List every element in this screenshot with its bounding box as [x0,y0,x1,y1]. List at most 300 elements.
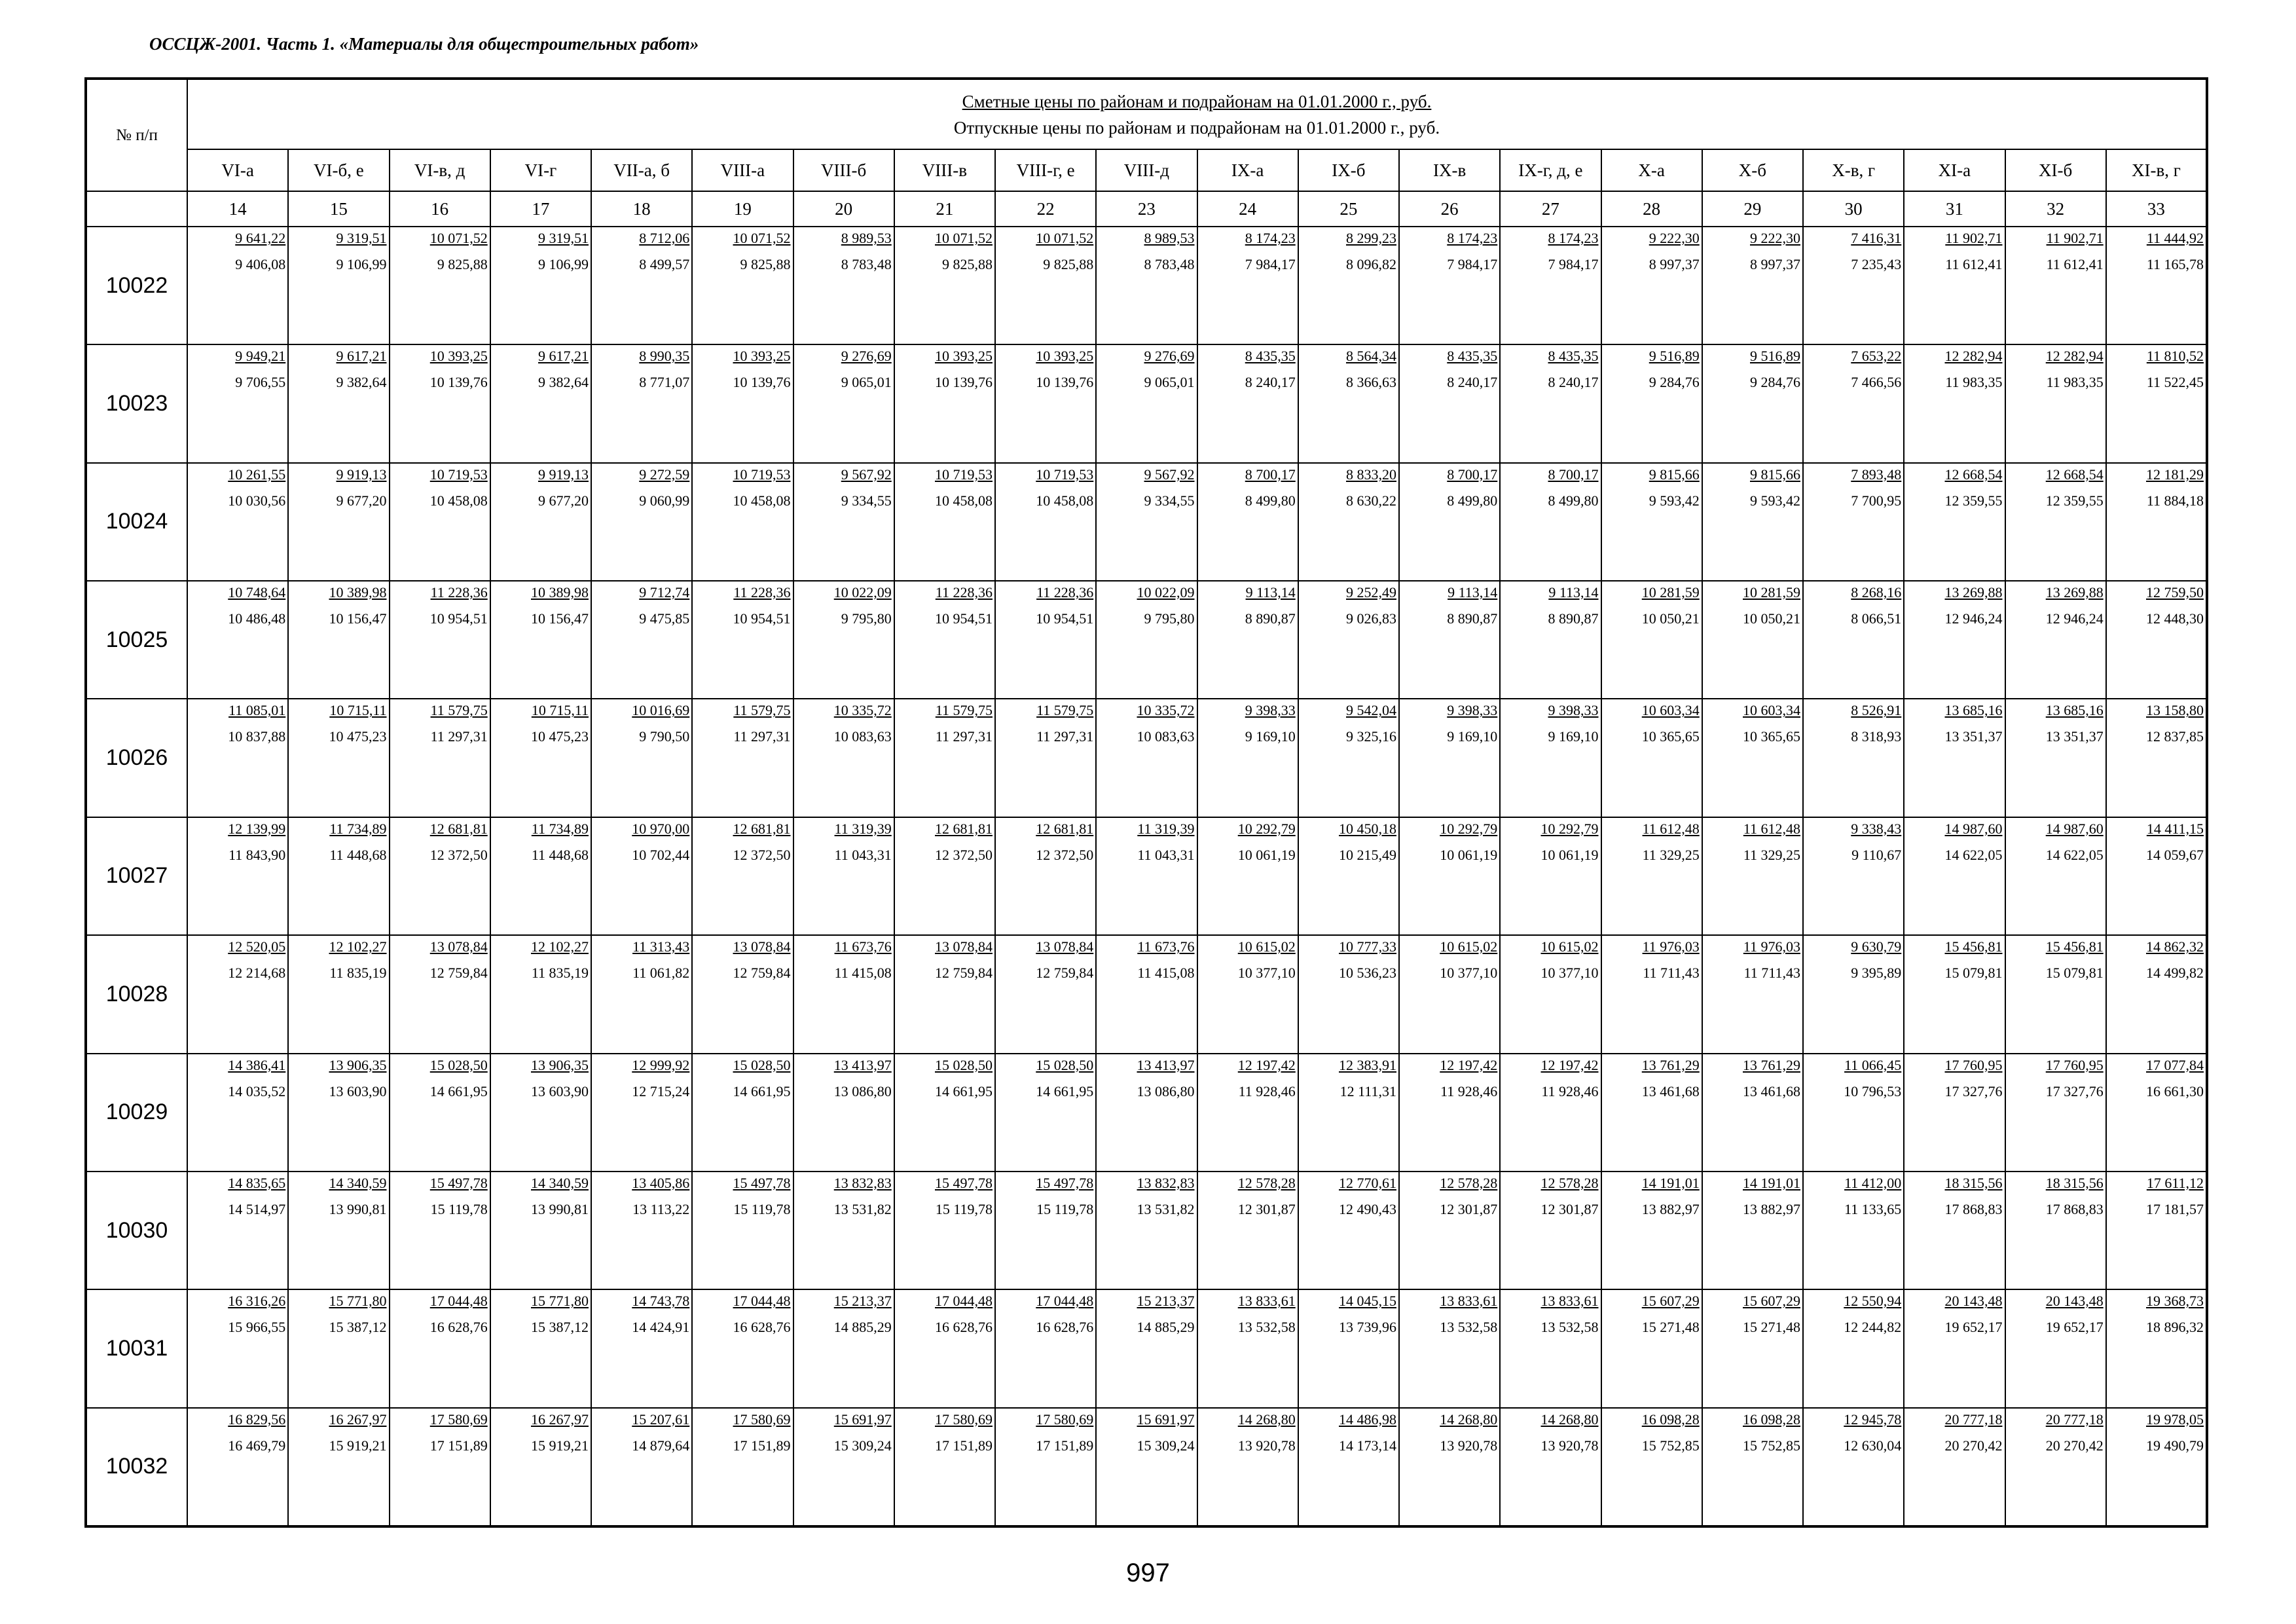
release-price: 15 119,78 [733,1200,791,1217]
release-price: 11 061,82 [632,965,690,982]
release-price: 9 106,99 [538,256,589,272]
release-price: 9 593,42 [1649,492,1700,509]
estimate-price: 10 022,09 [1137,584,1195,601]
estimate-price: 8 990,35 [639,348,690,365]
release-price: 14 661,95 [429,1082,488,1099]
release-price: 15 119,78 [430,1200,488,1217]
estimate-price: 15 456,81 [1944,938,2003,955]
price-cell [995,699,1096,817]
estimate-price: 10 715,11 [531,702,589,719]
price-cell [1197,344,1298,462]
estimate-price: 10 615,02 [1237,938,1296,955]
price-cell [1601,817,1702,935]
estimate-price: 15 607,29 [1743,1293,1800,1310]
estimate-price: 9 919,13 [538,466,589,483]
release-price: 10 536,23 [1339,965,1396,982]
price-cell [1500,935,1601,1053]
price-cell [793,935,894,1053]
release-price: 10 156,47 [531,610,589,627]
estimate-price: 9 272,59 [639,466,690,483]
release-price: 12 301,87 [1237,1200,1296,1217]
price-cell [1702,699,1803,817]
price-cell [1601,1054,1702,1172]
estimate-price: 13 405,86 [632,1174,690,1191]
release-price: 10 954,51 [429,610,488,627]
release-price: 14 035,52 [228,1082,286,1099]
price-cell [894,699,995,817]
release-price: 10 458,08 [733,492,791,509]
release-price: 10 954,51 [1036,610,1094,627]
price-cell [1702,1054,1803,1172]
estimate-price: 10 071,52 [1036,230,1094,246]
estimate-price: 12 282,94 [1944,348,2003,365]
release-price: 9 169,10 [1245,728,1296,745]
release-price: 17 151,89 [429,1437,488,1454]
estimate-price: 9 222,30 [1649,230,1700,246]
estimate-price: 11 902,71 [2046,230,2104,246]
release-price: 15 919,21 [531,1437,589,1454]
release-price: 14 885,29 [1137,1319,1195,1336]
release-price: 14 173,14 [1339,1437,1396,1454]
release-price: 8 499,80 [1548,492,1599,509]
price-cell [1702,1408,1803,1526]
price-cell [995,581,1096,699]
estimate-price: 12 999,92 [632,1056,690,1073]
price-cell [793,817,894,935]
price-cell [288,1172,389,1289]
release-price: 8 240,17 [1245,374,1296,391]
price-cell [2005,817,2106,935]
estimate-price: 9 319,51 [336,230,387,246]
price-cell [490,227,591,344]
release-price: 15 079,81 [1944,965,2003,982]
estimate-price: 9 516,89 [1750,348,1800,365]
estimate-price: 11 228,36 [430,584,488,601]
district-header: IX-б [1298,149,1399,191]
price-cell [490,935,591,1053]
release-price: 12 372,50 [1036,846,1094,863]
estimate-price: 12 759,50 [2146,584,2204,601]
item-code: 10028 [86,935,187,1053]
release-price: 10 377,10 [1540,965,1599,982]
estimate-price-title: Сметные цены по районам и подрайонам на 01.01.2000 г., руб. [962,91,1432,111]
release-price: 12 837,85 [2146,728,2204,745]
release-price: 8 890,87 [1447,610,1498,627]
release-price-title: Отпускные цены по районам и подрайонам на 01.01.2000 г., руб. [953,117,1440,138]
release-price: 14 059,67 [2146,846,2204,863]
estimate-price: 12 681,81 [429,820,488,837]
price-cell [187,581,288,699]
release-price: 10 365,65 [1743,728,1800,745]
price-cell [187,817,288,935]
price-cell [591,935,692,1053]
price-cell [1500,817,1601,935]
release-price: 9 060,99 [639,492,690,509]
price-cell [390,1054,490,1172]
price-cell [1500,344,1601,462]
estimate-price: 11 228,36 [733,584,791,601]
price-cell [894,344,995,462]
district-header: X-б [1702,149,1803,191]
price-cell [1298,227,1399,344]
estimate-price: 10 292,79 [1237,820,1296,837]
price-cell [1803,227,1904,344]
estimate-price: 8 174,23 [1447,230,1498,246]
release-price: 12 244,82 [1844,1319,1902,1336]
release-price: 14 424,91 [632,1319,690,1336]
release-price: 11 448,68 [329,846,387,863]
estimate-price: 9 712,74 [639,584,690,601]
price-cell [894,227,995,344]
price-cell [692,227,793,344]
price-cell [490,699,591,817]
release-price: 14 885,29 [833,1319,892,1336]
estimate-price: 12 197,42 [1237,1056,1296,1073]
price-cell [490,1289,591,1407]
release-price: 11 297,31 [1036,728,1094,745]
price-cell [1601,1408,1702,1526]
table-row [86,817,2207,935]
release-price: 9 795,80 [1144,610,1195,627]
release-price: 13 086,80 [833,1082,892,1099]
price-cell [2005,227,2106,344]
price-cell [490,344,591,462]
estimate-price: 13 832,83 [1137,1174,1195,1191]
release-price: 13 461,68 [1743,1082,1800,1099]
column-number: 30 [1803,191,1904,227]
estimate-price: 14 268,80 [1440,1411,1498,1428]
price-cell [894,1289,995,1407]
release-price: 14 499,82 [2146,965,2204,982]
price-cell [1298,935,1399,1053]
price-cell [1803,817,1904,935]
release-price: 10 050,21 [1641,610,1700,627]
release-price: 17 181,57 [2146,1200,2204,1217]
release-price: 17 151,89 [935,1437,993,1454]
release-price: 14 622,05 [2045,846,2104,863]
price-cell [490,1054,591,1172]
price-cell [793,699,894,817]
price-cell [1197,935,1298,1053]
price-cell [591,1408,692,1526]
estimate-price: 14 268,80 [1237,1411,1296,1428]
item-code: 10030 [86,1172,187,1289]
release-price: 9 677,20 [336,492,387,509]
price-cell [1601,935,1702,1053]
price-cell [1399,1172,1500,1289]
price-cell [692,1172,793,1289]
release-price: 15 309,24 [833,1437,892,1454]
estimate-price: 9 276,69 [841,348,892,365]
release-price: 11 329,25 [1743,846,1800,863]
release-price: 12 490,43 [1339,1200,1396,1217]
price-cell [1197,817,1298,935]
price-cell [591,817,692,935]
column-number: 24 [1197,191,1298,227]
table-row [86,1054,2207,1172]
release-price: 10 796,53 [1844,1082,1902,1099]
estimate-price: 15 028,50 [733,1056,791,1073]
price-cell [1601,463,1702,581]
release-price: 13 990,81 [531,1200,589,1217]
release-price: 13 532,58 [1440,1319,1498,1336]
table-row [86,1172,2207,1289]
price-cell [1399,1408,1500,1526]
price-cell [1096,1054,1197,1172]
estimate-price: 13 685,16 [2045,702,2104,719]
price-cell [591,1172,692,1289]
estimate-price: 10 450,18 [1339,820,1396,837]
price-cell [1500,1172,1601,1289]
estimate-price: 10 615,02 [1540,938,1599,955]
price-cell [288,699,389,817]
price-cell [1197,699,1298,817]
price-cell [1803,1172,1904,1289]
price-cell [1702,581,1803,699]
release-price: 14 514,97 [228,1200,286,1217]
price-cell [793,463,894,581]
estimate-price: 10 719,53 [1036,466,1094,483]
table-row [86,935,2207,1053]
estimate-price: 12 181,29 [2146,466,2204,483]
release-price: 8 783,48 [841,256,892,272]
price-cell [1197,1054,1298,1172]
price-cell [1904,581,2005,699]
estimate-price: 13 078,84 [733,938,791,955]
estimate-price: 8 712,06 [639,230,690,246]
estimate-price: 10 389,98 [329,584,387,601]
price-cell [2106,344,2207,462]
estimate-price: 17 580,69 [429,1411,488,1428]
price-cell [2005,581,2106,699]
estimate-price: 15 497,78 [935,1174,993,1191]
estimate-price: 13 833,61 [1440,1293,1498,1310]
estimate-price: 11 085,01 [228,702,286,719]
estimate-price: 17 580,69 [935,1411,993,1428]
release-price: 15 752,85 [1641,1437,1700,1454]
district-header: XI-а [1904,149,2005,191]
release-price: 17 868,83 [1944,1200,2003,1217]
release-price: 13 531,82 [1137,1200,1195,1217]
release-price: 13 920,78 [1540,1437,1599,1454]
release-price: 10 458,08 [935,492,993,509]
estimate-price: 11 579,75 [935,702,993,719]
release-price: 15 119,78 [1036,1200,1094,1217]
price-cell [1298,344,1399,462]
price-cell [1702,227,1803,344]
estimate-price: 14 411,15 [2146,820,2204,837]
release-price: 14 661,95 [733,1082,791,1099]
release-price: 12 372,50 [935,846,993,863]
item-code: 10032 [86,1408,187,1526]
table-row [86,581,2207,699]
column-number: 26 [1399,191,1500,227]
estimate-price: 11 612,48 [1642,820,1700,837]
release-price: 11 835,19 [531,965,589,982]
release-price: 12 759,84 [1036,965,1094,982]
estimate-price: 9 113,14 [1245,584,1296,601]
price-cell [692,817,793,935]
estimate-price: 17 760,95 [1944,1056,2003,1073]
release-price: 14 622,05 [1944,846,2003,863]
price-cell [390,1289,490,1407]
release-price: 13 882,97 [1641,1200,1700,1217]
release-price: 13 461,68 [1641,1082,1700,1099]
price-cell [995,1054,1096,1172]
estimate-price: 8 174,23 [1245,230,1296,246]
column-number: 32 [2005,191,2106,227]
estimate-price: 17 760,95 [2045,1056,2104,1073]
estimate-price: 9 222,30 [1750,230,1800,246]
release-price: 13 113,22 [632,1200,690,1217]
estimate-price: 9 919,13 [336,466,387,483]
estimate-price: 10 016,69 [632,702,690,719]
release-price: 9 026,83 [1346,610,1396,627]
release-price: 12 946,24 [1944,610,2003,627]
price-cell [1096,699,1197,817]
release-price: 10 475,23 [329,728,387,745]
release-price: 10 377,10 [1237,965,1296,982]
release-price: 13 603,90 [531,1082,589,1099]
estimate-price: 17 580,69 [733,1411,791,1428]
price-cell [591,1289,692,1407]
release-price: 10 139,76 [1036,374,1094,391]
release-price: 9 706,55 [235,374,286,391]
price-cell [1096,935,1197,1053]
price-cell [490,581,591,699]
item-code: 10025 [86,581,187,699]
release-price: 10 215,49 [1339,846,1396,863]
price-cell [793,227,894,344]
estimate-price: 17 044,48 [429,1293,488,1310]
release-price: 10 061,19 [1540,846,1599,863]
price-cell [1197,1172,1298,1289]
price-cell [1096,344,1197,462]
release-price: 9 825,88 [1043,256,1094,272]
price-cell [793,1408,894,1526]
estimate-price: 9 617,21 [336,348,387,365]
price-cell [1702,344,1803,462]
estimate-price: 9 617,21 [538,348,589,365]
release-price: 9 790,50 [639,728,690,745]
estimate-price: 11 612,48 [1743,820,1800,837]
price-cell [288,1054,389,1172]
table-row [86,463,2207,581]
district-header: XI-б [2005,149,2106,191]
price-cell [1904,227,2005,344]
release-price: 10 083,63 [1137,728,1195,745]
table-row [86,699,2207,817]
release-price: 12 715,24 [632,1082,690,1099]
district-header: IX-а [1197,149,1298,191]
price-cell [1298,1054,1399,1172]
estimate-price: 9 815,66 [1649,466,1700,483]
estimate-price: 9 516,89 [1649,348,1700,365]
item-code: 10026 [86,699,187,817]
district-header: VI-а [187,149,288,191]
estimate-price: 13 761,29 [1743,1056,1800,1073]
price-cell [1399,1289,1500,1407]
district-header: VIII-б [793,149,894,191]
price-cell [390,935,490,1053]
release-price: 9 795,80 [841,610,892,627]
estimate-price: 9 338,43 [1851,820,1902,837]
price-cell [288,581,389,699]
estimate-price: 9 567,92 [1144,466,1195,483]
price-cell [995,1408,1096,1526]
price-cell [2005,1408,2106,1526]
release-price: 9 382,64 [336,374,387,391]
price-cell [1096,581,1197,699]
price-cell [1803,699,1904,817]
price-cell [1500,1054,1601,1172]
estimate-price: 7 893,48 [1851,466,1902,483]
district-header: IX-в [1399,149,1500,191]
estimate-price: 12 282,94 [2045,348,2104,365]
release-price: 17 327,76 [2045,1082,2104,1099]
release-price: 13 351,37 [2045,728,2104,745]
estimate-price: 11 579,75 [1036,702,1094,719]
district-header: VI-в, д [390,149,490,191]
price-cell [2005,344,2106,462]
item-code: 10023 [86,344,187,462]
np-header: № п/п [86,79,187,191]
price-cell [1601,344,1702,462]
release-price: 20 270,42 [1944,1437,2003,1454]
price-cell [2005,1289,2106,1407]
release-price: 13 920,78 [1440,1437,1498,1454]
estimate-price: 14 743,78 [632,1293,690,1310]
release-price: 8 096,82 [1346,256,1396,272]
district-header: XI-в, г [2106,149,2207,191]
estimate-price: 10 603,34 [1743,702,1800,719]
estimate-price: 20 777,18 [2045,1411,2104,1428]
release-price: 14 661,95 [935,1082,993,1099]
estimate-price: 9 276,69 [1144,348,1195,365]
estimate-price: 11 444,92 [2146,230,2204,246]
estimate-price: 15 771,80 [329,1293,387,1310]
release-price: 8 499,80 [1245,492,1296,509]
release-price: 9 065,01 [841,374,892,391]
price-cell [1500,699,1601,817]
estimate-price: 14 386,41 [228,1056,286,1073]
estimate-price: 11 579,75 [430,702,488,719]
district-header: VI-б, е [288,149,389,191]
release-price: 8 240,17 [1447,374,1498,391]
price-cell [2106,699,2207,817]
release-price: 7 466,56 [1851,374,1902,391]
price-cell [2005,699,2106,817]
estimate-price: 15 028,50 [935,1056,993,1073]
price-cell [2106,581,2207,699]
estimate-price: 10 970,00 [632,820,690,837]
estimate-price: 11 228,36 [1036,584,1094,601]
price-cell [390,581,490,699]
release-price: 11 415,08 [834,965,892,982]
release-price: 12 301,87 [1540,1200,1599,1217]
price-cell [2106,1172,2207,1289]
estimate-price: 14 340,59 [329,1174,387,1191]
price-cell [2106,935,2207,1053]
price-cell [1803,935,1904,1053]
item-code: 10027 [86,817,187,935]
estimate-price: 10 281,59 [1641,584,1700,601]
release-price: 16 628,76 [935,1319,993,1336]
estimate-price: 15 691,97 [833,1411,892,1428]
estimate-price: 8 700,17 [1245,466,1296,483]
estimate-price: 11 579,75 [733,702,791,719]
release-price: 9 825,88 [942,256,993,272]
